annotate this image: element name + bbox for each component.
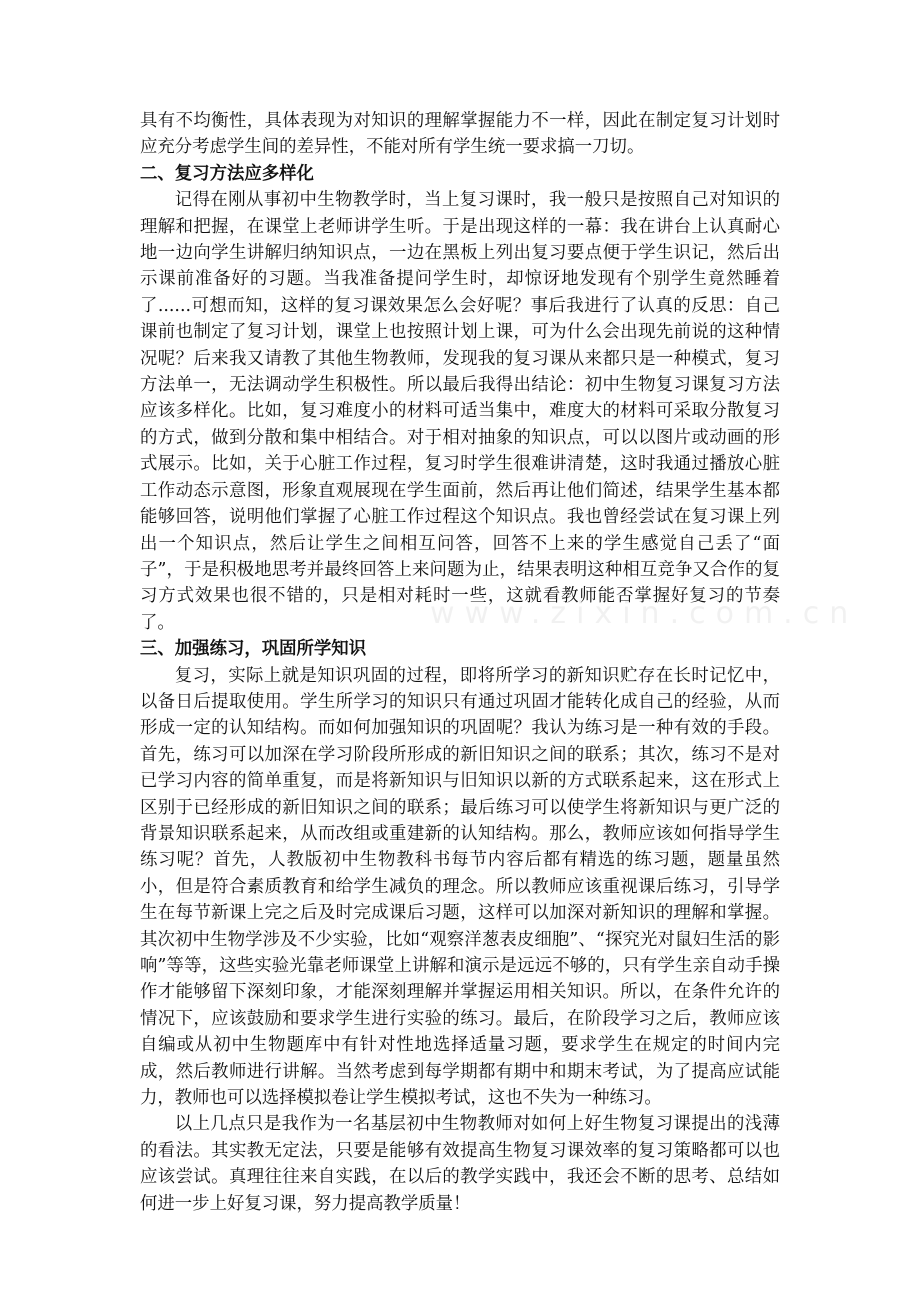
paragraph-review-methods: 记得在刚从事初中生物教学时，当上复习课时，我一般只是按照自己对知识的理解和把握，在课堂上老师讲学生听。于是出现这样的一幕：我在讲台上认真耐心地一边向学生讲解归纳知识点，一边在黑板上列出复习要点便于学生识记，然后出示课前准备好的习题。当我准备提问学生时，却惊讶地发现有个别学生竟然睡着了......可想而知，这样的复习课效果怎么会好呢？事后我进行了认真的反思：自己课前也制定了复习计划，课堂上也按照计划上课，可为什么会出现先前说的这种情况呢？后来我又请教了其他生物教师，发现我的复习课从来都只是一种模式，复习方法单一，无法调动学生积极性。所以最后我得出结论：初中生物复习课复习方法应该多样化。比如，复习难度小的材料可适当集中，难度大的材料可采取分散复习的方式，做到分散和集中相结合。对于相对抽象的知识点，可以以图片或动画的形式展示。比如，关于心脏工作过程，复习时学生很难讲清楚，这时我通过播放心脏工作动态示意图，形象直观展现在学生面前，然后再让他们简述，结果学生基本都能够回答，说明他们掌握了心脏工作过程这个知识点。我也曾经尝试在复习课上列出一个知识点，然后让学生之间相互问答，回答不上来的学生感觉自己丢了“面子”，于是积极地思考并最终回答上来问题为止，结果表明这种相互竞争又合作的复习方式效果也很不错的，只是相对耗时一些，这就看教师能否掌握好复习的节奏了。 bbox=[140, 190, 780, 633]
paragraph-conclusion: 以上几点只是我作为一名基层初中生物教师对如何上好生物复习课提出的浅薄的看法。其实教无定法，只要是能够有效提高生物复习课效率的复习策略都可以也应该尝试。真理往往来自实践，在以后的教学实践中，我还会不断的思考、总结如何进一步上好复习课，努力提高教学质量！ bbox=[140, 1114, 780, 1214]
watermark: www.zixin.com.cn bbox=[430, 596, 859, 631]
paragraph-practice: 复习，实际上就是知识巩固的过程，即将所学习的新知识贮存在长时记忆中，以备日后提取使用。学生所学习的知识只有通过巩固才能转化成自己的经验，从而形成一定的认知结构。而如何加强知识的巩固呢？我认为练习是一种有效的手段。首先，练习可以加深在学习阶段所形成的新旧知识之间的联系；其次，练习不是对已学习内容的简单重复，而是将新知识与旧知识以新的方式联系起来，这在形式上区别于已经形成的新旧知识之间的联系；最后练习可以使学生将新知识与更广泛的背景知识联系起来，从而改组或重建新的认知结构。那么，教师应该如何指导学生练习呢？首先，人教版初中生物教科书每节内容后都有精选的练习题，题量虽然小，但是符合素质教育和给学生减负的理念。所以教师应该重视课后练习，引导学生在每节新课上完之后及时完成课后习题，这样可以加深对新知识的理解和掌握。其次初中生物学涉及不少实验，比如“观察洋葱表皮细胞”、“探究光对鼠妇生活的影响”等等，这些实验光靠老师课堂上讲解和演示是远远不够的，只有学生亲自动手操作才能够留下深刻印象，才能深刻理解并掌握运用相关知识。所以，在条件允许的情况下，应该鼓励和要求学生进行实验的练习。最后，在阶段学习之后，教师应该自编或从初中生物题库中有针对性地选择适量习题，要求学生在规定的时间内完成，然后教师进行讲解。当然考虑到每学期都有期中和期末考试，为了提高应试能力，教师也可以选择模拟卷让学生模拟考试，这也不失为一种练习。 bbox=[140, 665, 780, 1109]
section-heading-practice: 三、加强练习，巩固所学知识 bbox=[140, 639, 367, 660]
document-body bbox=[140, 108, 780, 1217]
paragraph-continuation: 具有不均衡性，具体表现为对知识的理解掌握能力不一样，因此在制定复习计划时应充分考虑学生间的差异性，不能对所有学生统一要求搞一刀切。 bbox=[140, 111, 780, 158]
section-heading-review-methods: 二、复习方法应多样化 bbox=[140, 163, 314, 184]
